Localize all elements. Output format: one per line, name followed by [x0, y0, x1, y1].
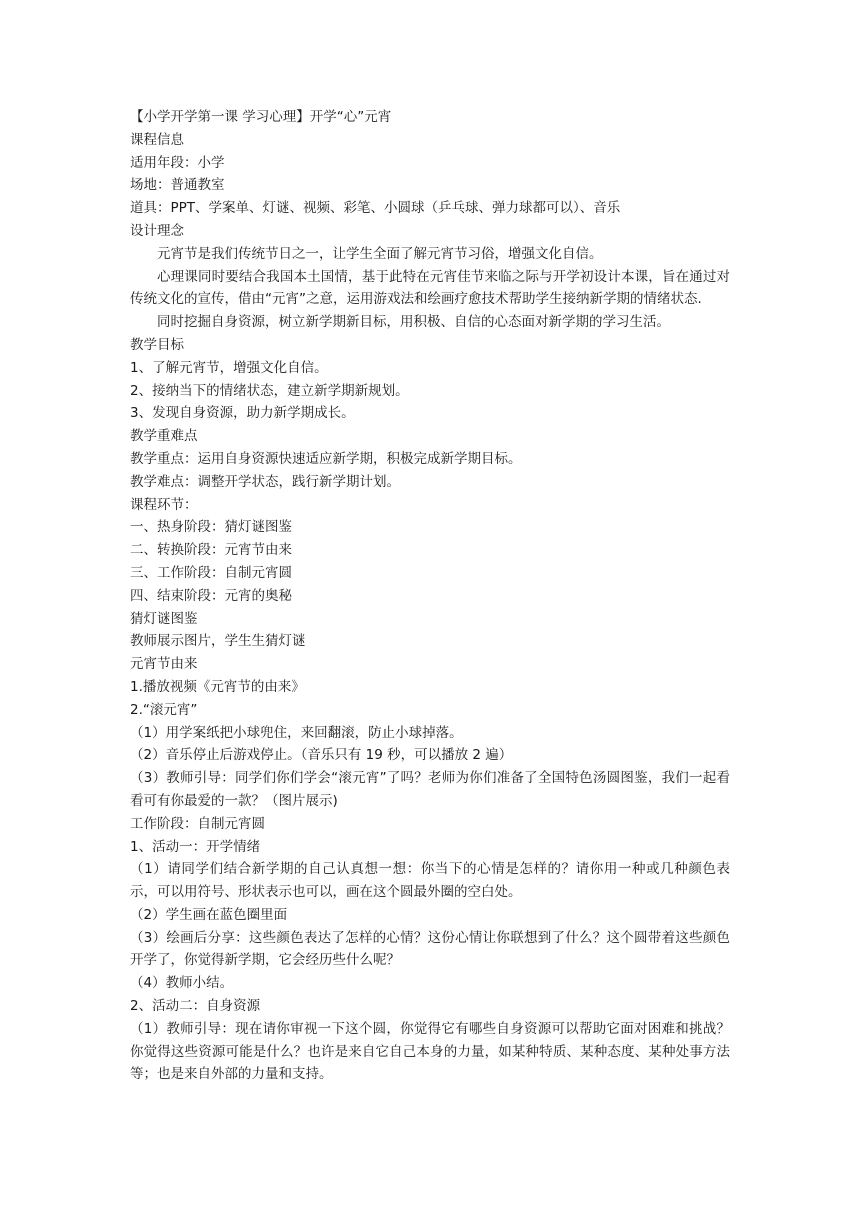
- text-line: 道具：PPT、学案单、灯谜、视频、彩笔、小圆球（乒乓球、弹力球都可以）、音乐: [130, 200, 621, 217]
- text-line: 2.“滚元宵”: [130, 701, 198, 718]
- text-line: 2、活动二：自身资源: [130, 998, 261, 1015]
- text-line: 教师展示图片，学生生猜灯谜: [130, 633, 306, 650]
- text-line: 设计理念: [130, 222, 184, 239]
- text-line: 心理课同时要结合我国本土国情，基于此特在元宵佳节来临之际与开学初设计本课，旨在通过对传统文化的宣传，借由“元宵”之意，运用游戏法和绘画疗愈技术帮助学生接纳新学期的情绪状态.: [130, 268, 730, 308]
- text-line: 猜灯谜图鉴: [130, 610, 198, 627]
- text-line: 课程环节：: [130, 496, 198, 513]
- text-line: 场地：普通教室: [130, 177, 225, 194]
- text-line: 课程信息: [130, 131, 184, 148]
- text-line: 适用年段：小学: [130, 154, 225, 171]
- text-line: 四、结束阶段：元宵的奥秘: [130, 587, 292, 604]
- text-line: （1）教师引导：现在请你审视一下这个圆，你觉得它有哪些自身资源可以帮助它面对困难和挑战？你觉得这些资源可能是什么？也许是来自它自己本身的力量，如某种特质、某种态度、某种处事方法等；也是来自外部的力量和支持。: [130, 1020, 730, 1083]
- text-line: 【小学开学第一课 学习心理】开学“心”元宵: [130, 109, 392, 125]
- text-line: （1）用学案纸把小球兜住，来回翻滚，防止小球掉落。: [130, 724, 463, 741]
- text-line: 1、了解元宵节，增强文化自信。: [130, 359, 328, 376]
- text-line: 1、活动一：开学情绪: [130, 838, 261, 855]
- text-line: 同时挖掘自身资源，树立新学期新目标，用积极、自信的心态面对新学期的学习生活。: [157, 314, 670, 331]
- text-line: 2、接纳当下的情绪状态，建立新学期新规划。: [130, 382, 409, 399]
- text-line: （4）教师小结。: [130, 975, 234, 992]
- text-line: 工作阶段：自制元宵圆: [130, 815, 265, 832]
- text-line: （1）请同学们结合新学期的自己认真想一想：你当下的心情是怎样的？请你用一种或几种颜色表示，可以用符号、形状表示也可以，画在这个圆最外圈的空白处。: [130, 861, 730, 901]
- text-line: 教学难点：调整开学状态，践行新学期计划。: [130, 473, 400, 490]
- text-line: 1.播放视频《元宵节的由来》: [130, 678, 305, 695]
- text-line: 教学目标: [130, 336, 184, 353]
- text-line: 教学重点：运用自身资源快速适应新学期，积极完成新学期目标。: [130, 450, 522, 467]
- text-line: 元宵节是我们传统节日之一，让学生全面了解元宵节习俗，增强文化自信。: [157, 245, 603, 262]
- text-line: （3）绘画后分享：这些颜色表达了怎样的心情？这份心情让你联想到了什么？这个圆带着这些颜色开学了，你觉得新学期，它会经历些什么呢？: [130, 929, 730, 969]
- text-line: （3）教师引导：同学们你们学会“滚元宵”了吗？老师为你们准备了全国特色汤圆图鉴，我们一起看看可有你最爱的一款？（图片展示): [130, 770, 730, 809]
- document-body: [130, 106, 730, 1086]
- text-line: 元宵节由来: [130, 656, 198, 673]
- text-line: 教学重难点: [130, 428, 198, 445]
- text-line: 一、热身阶段：猜灯谜图鉴: [130, 519, 292, 536]
- text-line: （2）音乐停止后游戏停止。（音乐只有 19 秒，可以播放 2 遍）: [130, 747, 513, 764]
- text-line: 3、发现自身资源，助力新学期成长。: [130, 405, 355, 422]
- text-line: （2）学生画在蓝色圈里面: [130, 906, 288, 923]
- text-line: 二、转换阶段：元宵节由来: [130, 542, 292, 559]
- text-line: 三、工作阶段：自制元宵圆: [130, 564, 292, 581]
